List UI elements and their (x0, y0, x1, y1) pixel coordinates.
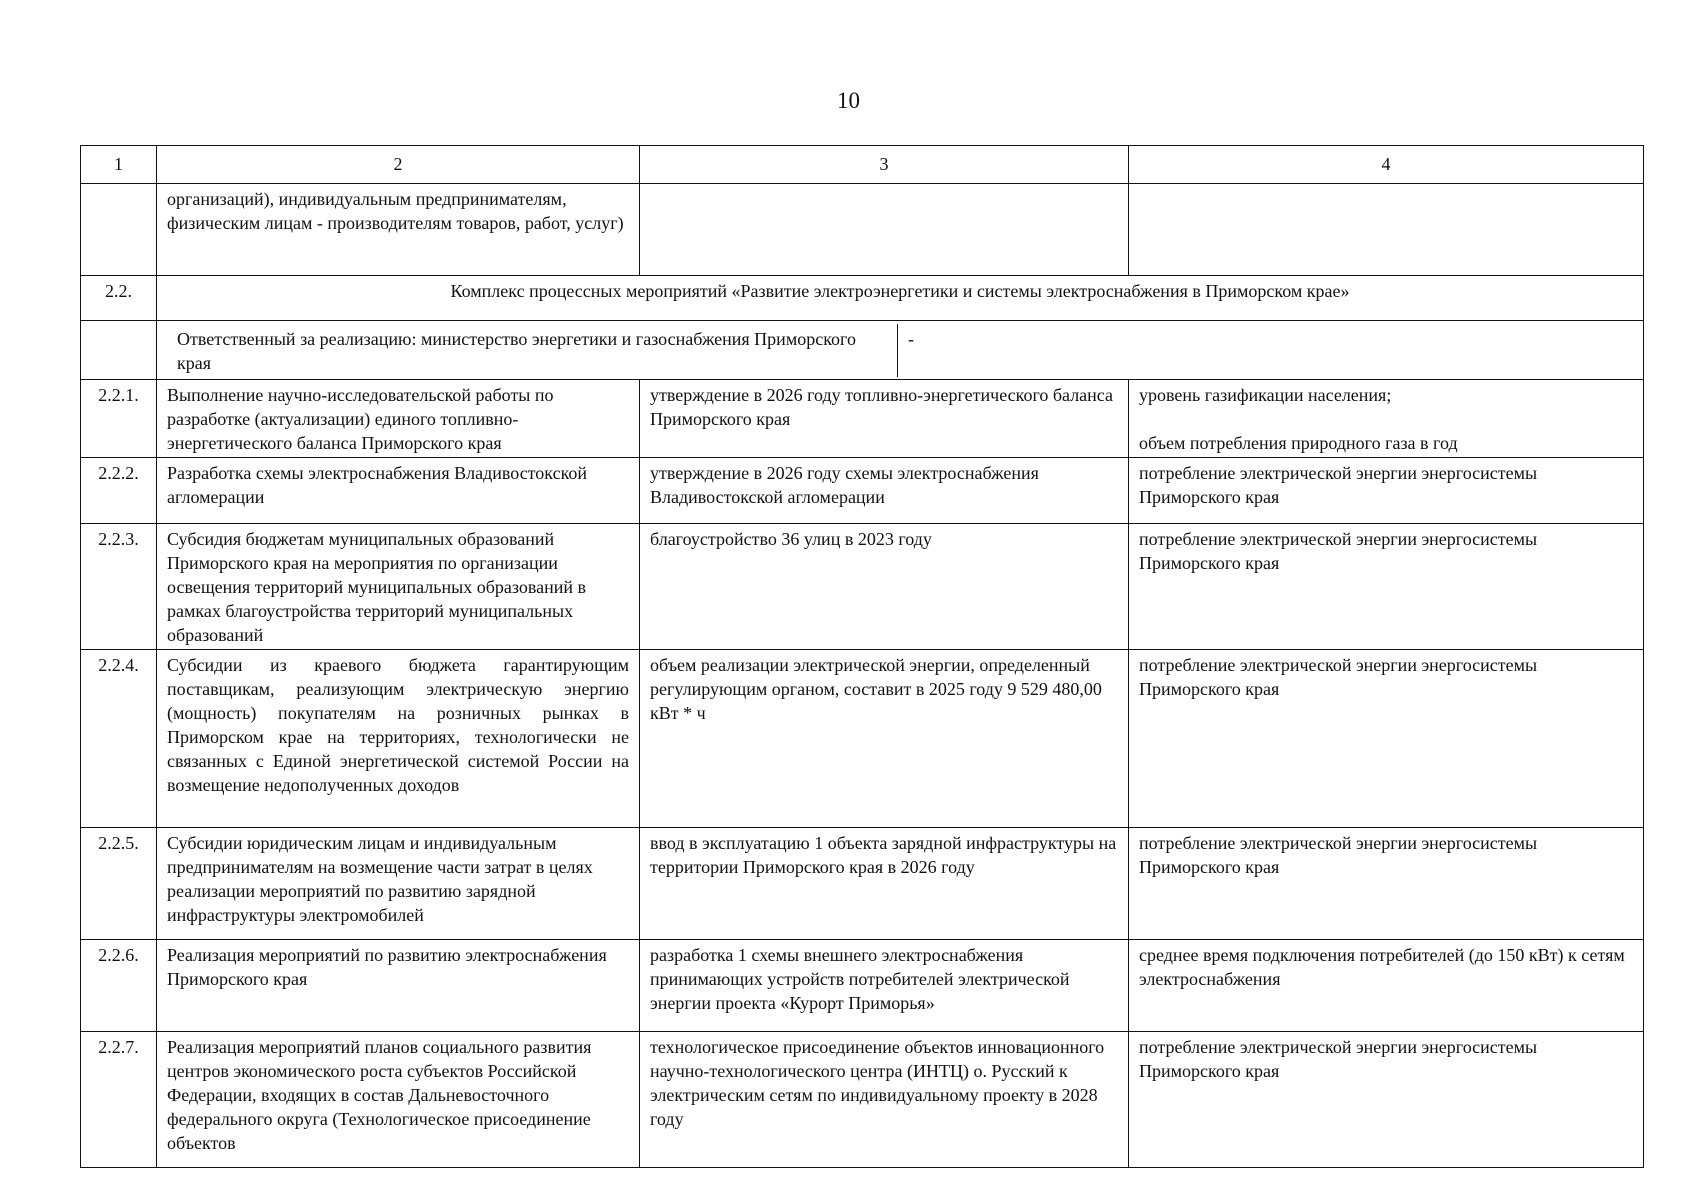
header-col-1: 1 (81, 146, 157, 184)
task-cell: Субсидии из краевого бюджета гарантирующим поставщикам, реализующим электрическую энергию (мощность) покупателям на розничных рынках в Приморском крае на территориях, технологически не связанных с Единой энергетической системой России на возмещение недополученных доходов (157, 650, 640, 828)
responsible-text: Ответственный за реализацию: министерство энергетики и газоснабжения Приморского края (167, 324, 898, 377)
task-cell: Субсидия бюджетам муниципальных образований Приморского края на мероприятия по организации освещения территорий муниципальных образований в рамках благоустройства территорий муниципальных образований (157, 524, 640, 650)
result-cell: технологическое присоединение объектов инновационного научно-технологического центра (ИНТЦ) о. Русский к электрическим сетям по индивидуальному проекту в 2028 году (640, 1032, 1129, 1168)
result-cell (640, 184, 1129, 276)
indicator-cell: потребление электрической энергии энергосистемы Приморского края (1129, 650, 1644, 828)
row-number: 2.2.1. (81, 380, 157, 458)
row-number (81, 184, 157, 276)
row-number (81, 321, 157, 380)
table-row (81, 458, 1644, 524)
row-number: 2.2.7. (81, 1032, 157, 1168)
table-row (81, 1032, 1644, 1168)
result-cell: ввод в эксплуатацию 1 объекта зарядной инфраструктуры на территории Приморского края в 2026 году (640, 828, 1129, 940)
result-cell: благоустройство 36 улиц в 2023 году (640, 524, 1129, 650)
result-cell: утверждение в 2026 году схемы электроснабжения Владивостокской агломерации (640, 458, 1129, 524)
table-row (81, 380, 1644, 458)
task-cell: Субсидии юридическим лицам и индивидуальным предпринимателям на возмещение части затрат в целях реализации мероприятий по развитию зарядной инфраструктуры электромобилей (157, 828, 640, 940)
indicator-cell: потребление электрической энергии энергосистемы Приморского края (1129, 458, 1644, 524)
header-col-3: 3 (640, 146, 1129, 184)
row-number: 2.2.2. (81, 458, 157, 524)
indicator-cell: среднее время подключения потребителей (до 150 кВт) к сетям электроснабжения (1129, 940, 1644, 1032)
result-cell: утверждение в 2026 году топливно-энергетического баланса Приморского края (640, 380, 1129, 458)
indicator-cell: потребление электрической энергии энергосистемы Приморского края (1129, 1032, 1644, 1168)
indicator-cell: потребление электрической энергии энергосистемы Приморского края (1129, 524, 1644, 650)
row-number: 2.2.3. (81, 524, 157, 650)
continued-row (81, 184, 1644, 276)
table-row (81, 524, 1644, 650)
responsible-cell (157, 321, 1644, 380)
row-number: 2.2.5. (81, 828, 157, 940)
indicator-line: уровень газификации населения; (1139, 385, 1392, 405)
header-col-4: 4 (1129, 146, 1644, 184)
task-cell: организаций), индивидуальным предпринимателям, физическим лицам - производителям товаров, работ, услуг) (157, 184, 640, 276)
table-row (81, 940, 1644, 1032)
task-cell: Разработка схемы электроснабжения Владивостокской агломерации (157, 458, 640, 524)
indicator-line: объем потребления природного газа в год (1139, 433, 1458, 453)
indicator-cell: потребление электрической энергии энергосистемы Приморского края (1129, 828, 1644, 940)
measures-table (80, 145, 1644, 1168)
result-cell: разработка 1 схемы внешнего электроснабжения принимающих устройств потребителей электрической энергии проекта «Курорт Приморья» (640, 940, 1129, 1032)
result-cell: объем реализации электрической энергии, определенный регулирующим органом, составит в 2025 году 9 529 480,00 кВт * ч (640, 650, 1129, 828)
row-number: 2.2.6. (81, 940, 157, 1032)
task-cell: Выполнение научно-исследовательской работы по разработке (актуализации) единого топливно-энергетического баланса Приморского края (157, 380, 640, 458)
table-header-row (81, 146, 1644, 184)
table-row (81, 650, 1644, 828)
section-number: 2.2. (81, 276, 157, 321)
responsible-row (81, 321, 1644, 380)
section-row (81, 276, 1644, 321)
indicator-cell (1129, 184, 1644, 276)
task-cell: Реализация мероприятий планов социального развития центров экономического роста субъектов Российской Федерации, входящих в состав Дальневосточного федерального округа (Технологическое присоединение объектов (157, 1032, 640, 1168)
table-row (81, 828, 1644, 940)
page-number: 10 (837, 88, 860, 113)
indicator-cell (1129, 380, 1644, 458)
section-title: Комплекс процессных мероприятий «Развитие электроэнергетики и системы электроснабжения в Приморском крае» (157, 276, 1644, 321)
task-cell: Реализация мероприятий по развитию электроснабжения Приморского края (157, 940, 640, 1032)
row-number: 2.2.4. (81, 650, 157, 828)
header-col-2: 2 (157, 146, 640, 184)
responsible-dash: - (908, 329, 914, 349)
